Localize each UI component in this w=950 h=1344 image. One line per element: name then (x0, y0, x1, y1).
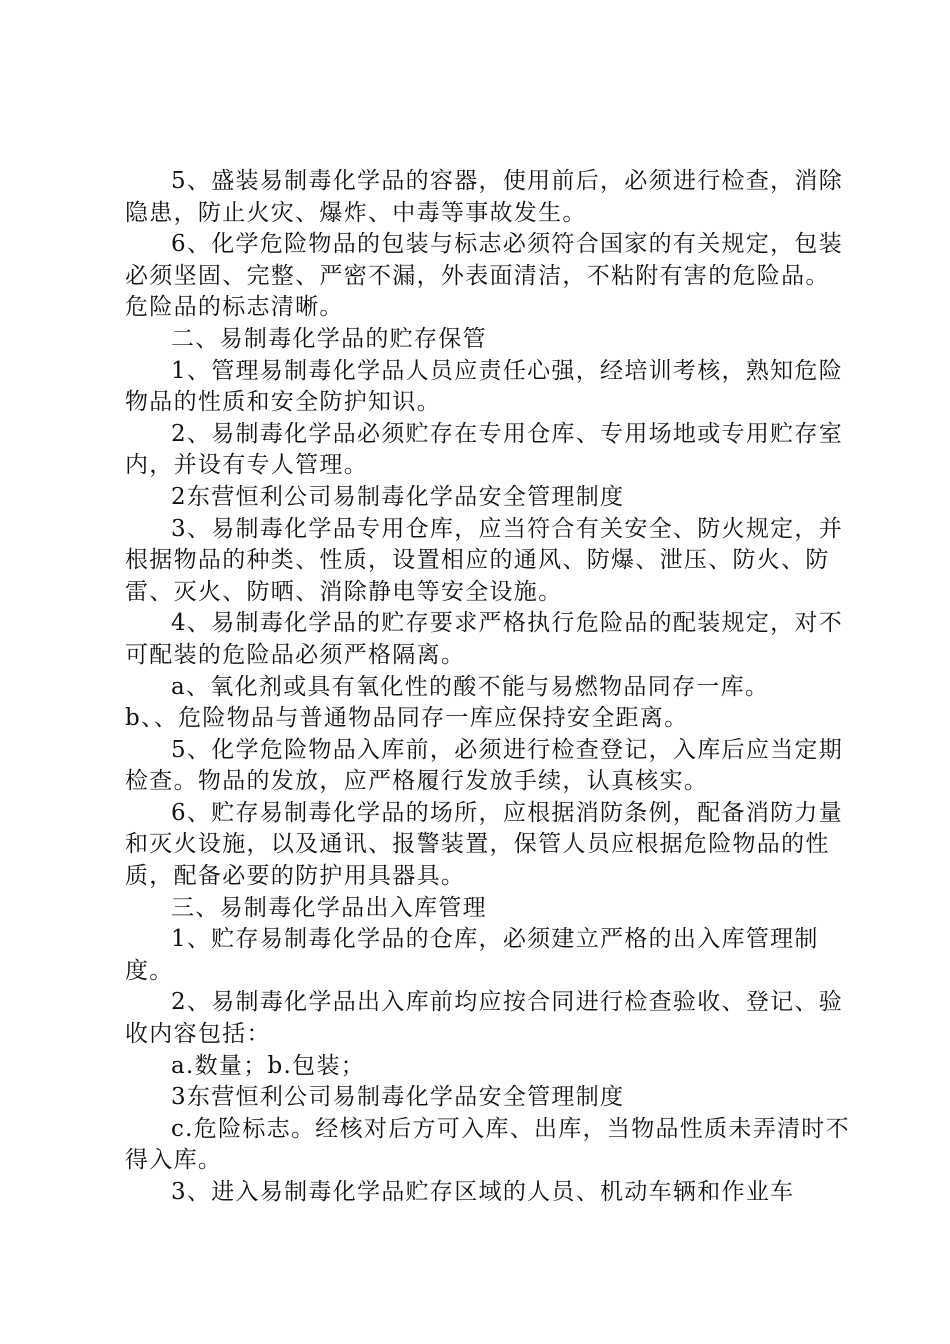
section-heading-inout: 三、易制毒化学品出入库管理 (171, 894, 487, 921)
paragraph-storage-staff: 1、管理易制毒化学品人员应责任心强，经培训考核，熟知危险物品的性质和安全防护知识。 (125, 357, 844, 416)
section-heading-storage: 二、易制毒化学品的贮存保管 (171, 325, 487, 352)
paragraph-dedicated-warehouse: 2、易制毒化学品必须贮存在专用仓库、专用场地或专用贮存室内，并设有专人管理。 (125, 420, 844, 479)
paragraph-acceptance: 2、易制毒化学品出入库前均应按合同进行检查验收、登记、验收内容包括： (125, 989, 844, 1048)
page-header-3: 3东营恒利公司易制毒化学品安全管理制度 (171, 1084, 625, 1111)
paragraph-packaging-labels: 6、化学危险物品的包装与标志必须符合国家的有关规定，包装必须坚固、完整、严密不漏，外表面清洁，不粘附有害的危险品。危险品的标志清晰。 (125, 231, 844, 321)
paragraph-distance-rule: b、、危险物品与普通物品同存一库应保持安全距离。 (125, 705, 689, 732)
paragraph-fire-equipment: 6、贮存易制毒化学品的场所，应根据消防条例，配备消防力量和灭火设施，以及通讯、报警装置，保管人员应根据危险物品的性质，配备必要的防护用具器具。 (125, 799, 844, 890)
paragraph-inout-system: 1、贮存易制毒化学品的仓库，必须建立严格的出入库管理制度。 (125, 926, 819, 984)
page-header-2: 2东营恒利公司易制毒化学品安全管理制度 (171, 483, 625, 510)
paragraph-inspection: 5、化学危险物品入库前，必须进行检查登记，入库后应当定期检查。物品的发放，应严格履行发放手续，认真核实。 (125, 736, 844, 795)
paragraph-acceptance-items: a.数量；b.包装； (171, 1052, 366, 1079)
paragraph-container-safety: 5、盛装易制毒化学品的容器，使用前后，必须进行检查，消除隐患，防止火灾、爆炸、中毒等事故发生。 (125, 168, 844, 226)
paragraph-entry-vehicles: 3、进入易制毒化学品贮存区域的人员、机动车辆和作业车 (171, 1179, 795, 1205)
document-body (125, 166, 850, 1209)
paragraph-separation-rules: 4、易制毒化学品的贮存要求严格执行危险品的配装规定，对不可配装的危险品必须严格隔离。 (125, 610, 844, 668)
paragraph-warehouse-safety: 3、易制毒化学品专用仓库，应当符合有关安全、防火规定，并根据物品的种类、性质，设置相应的通风、防爆、泄压、防火、防雷、灭火、防晒、消除静电等安全设施。 (125, 515, 844, 605)
paragraph-hazard-label: c.危险标志。经核对后方可入库、出库，当物品性质未弄清时不得入库。 (125, 1115, 850, 1174)
paragraph-oxidizer-rule: a、氧化剂或具有氧化性的酸不能与易燃物品同存一库。 (171, 673, 770, 700)
